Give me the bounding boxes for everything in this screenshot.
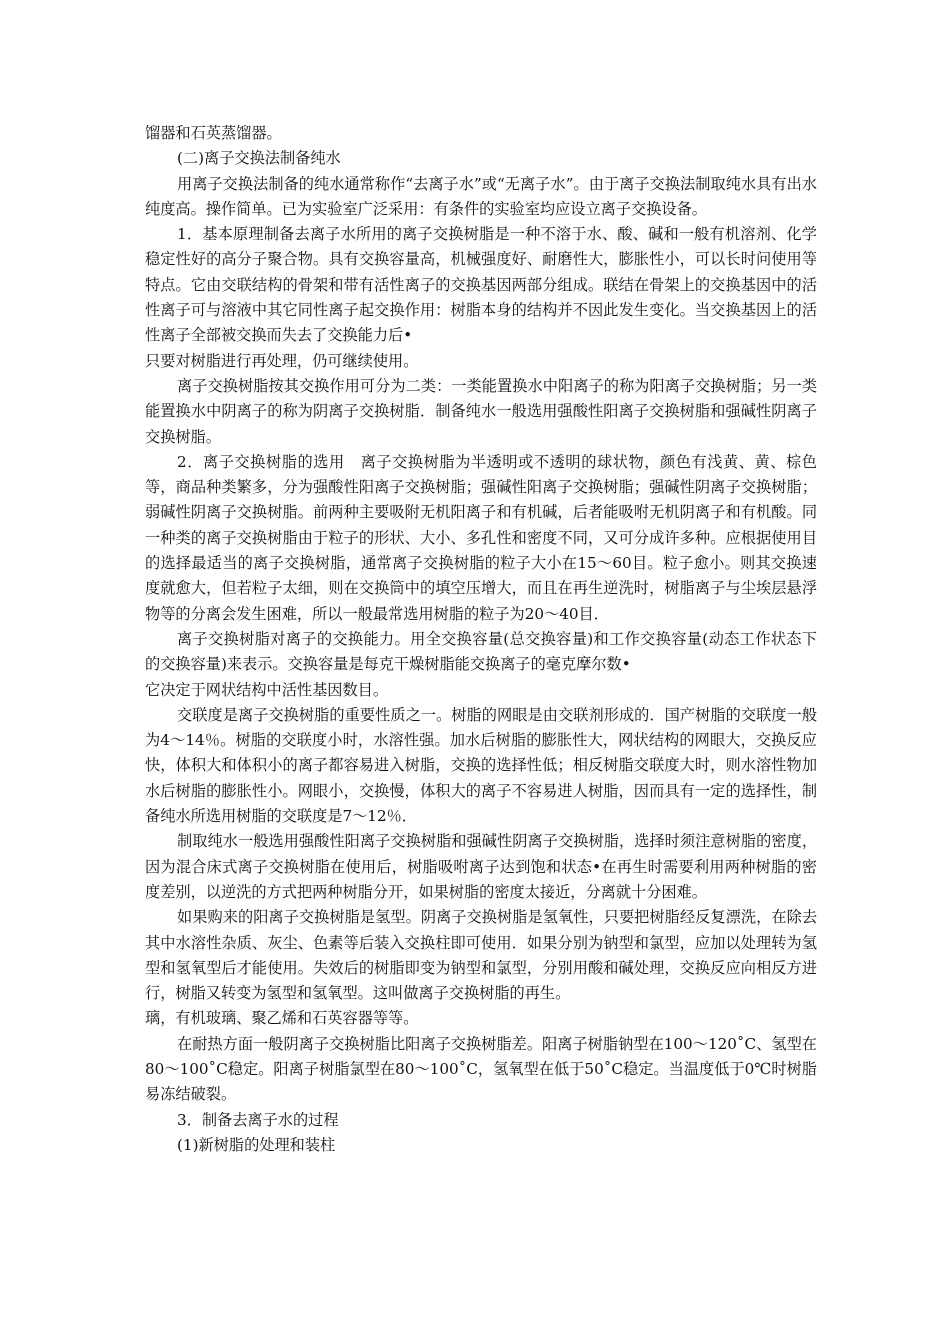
paragraph-resin-types: 离子交换树脂按其交换作用可分为二类：一类能置换水中阳离子的称为阳离子交换树脂；另一类能置换水中阴离子的称为阴离子交换树脂．制备纯水一般选用强酸性阳离子交换树脂和强碱性阴离子交换树脂。 (145, 376, 817, 446)
section-heading-process: 3．制备去离子水的过程 (177, 1110, 339, 1129)
subsection-heading-new-resin: (1)新树脂的处理和装柱 (177, 1135, 336, 1154)
section-heading-ion-exchange: (二)离子交换法制备纯水 (177, 149, 341, 168)
paragraph-active-groups: 它决定于网状结构中活性基因数目。 (145, 680, 388, 699)
paragraph-continuation-distiller: 馏器和石英蒸馏器。 (145, 124, 282, 142)
paragraph-containers: 璃，有机玻璃、聚乙烯和石英容器等等。 (145, 1009, 419, 1028)
paragraph-resin-selection: 2．离子交换树脂的选用 离子交换树脂为半透明或不透明的球状物，颜色有浅黄、黄、棕色等，商品种类繁多，分为强酸性阳离子交换树脂；强碱性阳离子交换树脂；强碱性阴离子交换树脂；弱碱性阴离子交换树脂。前两种主要吸附无机阳离子和有机碱，后者能吸咐无机阴离子和有机酸。同一种类的离子交换树脂由于粒子的形状、大小、多孔性和密度不同，又可分成许多种。应根据使用目的选择最适当的离子交换树脂，通常离子交换树脂的粒子大小在15～60目。粒子愈小。则其交换速度就愈大，但若粒子太细，则在交换筒中的填空压增大，而且在再生逆洗时，树脂离子与尘埃层悬浮物等的分离会发生困难，所以一般最常选用树脂的粒子为20～40目． (145, 452, 817, 623)
paragraph-exchange-capacity: 离子交换树脂对离子的交换能力。用全交换容量(总交换容量)和工作交换容量(动态工作状态下的交换容量)来表示。交换容量是每克干燥树脂能交换离子的毫克摩尔数• (145, 629, 817, 674)
paragraph-basic-principle: 1．基本原理制备去离子水所用的离子交换树脂是一种不溶于水、酸、碱和一般有机溶剂、化学稳定性好的高分子聚合物。具有交换容量高，机械强度好、耐磨性大，膨胀性小，可以长时问使用等特点。它由交联结构的骨架和带有活性离子的交换基因两部分组成。联结在骨架上的交换基因中的活性离子可与溶液中其它同性离子起交换作用：树脂本身的结构并不因此发生变化。当交换基因上的活性离子全部被交换而失去了交换能力后• (145, 225, 817, 345)
paragraph-heat-resistance: 在耐热方面一般阴离子交换树脂比阳离子交换树脂差。阳离子树脂钠型在100～120˚C、氢型在80～100˚C稳定。阳离子树脂氯型在80～100˚C，氢氧型在低于50˚C稳定。当温度低于0℃时树脂易冻结破裂。 (145, 1034, 817, 1104)
paragraph-intro: 用离子交换法制备的纯水通常称作“去离子水”或“无离子水”。由于离子交换法制取纯水具有出水纯度高。操作简单。已为实验室广泛采用：有条件的实验室均应设立离子交换设备。 (145, 174, 817, 218)
paragraph-crosslinking: 交联度是离子交换树脂的重要性质之一。树脂的网眼是由交联剂形成的．国产树脂的交联度一般为4～14％。树脂的交联度小时，水溶性强。加水后树脂的膨胀性大，网状结构的网眼大，交换反应快，体积大和体积小的离子都容易进入树脂，交换的选择性低；相反树脂交联度大时，则水溶性物加水后树脂的膨胀性小。网眼小，交换慢，体积大的离子不容易进人树脂，因而具有一定的选择性，制备纯水所选用树脂的交联度是7～12％． (145, 705, 817, 826)
paragraph-regeneration: 如果购来的阳离子交换树脂是氢型。阴离子交换树脂是氢氧性，只要把树脂经反复漂洗，在除去其中水溶性杂质、灰尘、色素等后装入交换柱即可使用．如果分别为钠型和氯型，应加以处理转为氢型和氢氧型后才能使用。失效后的树脂即变为钠型和氯型，分别用酸和碱处理，交换反应向相反方进行，树脂又转变为氢型和氢氧型。这叫做离子交换树脂的再生。 (145, 908, 817, 1003)
paragraph-reuse: 只要对树脂进行再处理，仍可继续使用。 (145, 351, 419, 370)
paragraph-resin-density: 制取纯水一般选用强酸性阳离子交换树脂和强碱性阴离子交换树脂，选择时须注意树脂的密度，因为混合床式离子交换树脂在使用后，树脂吸咐离子达到饱和状态•在再生时需要利用两种树脂的密度差别，以逆洗的方式把两种树脂分开，如果树脂的密度太接近，分离就十分困难。 (145, 832, 817, 901)
document-page (145, 121, 817, 1158)
